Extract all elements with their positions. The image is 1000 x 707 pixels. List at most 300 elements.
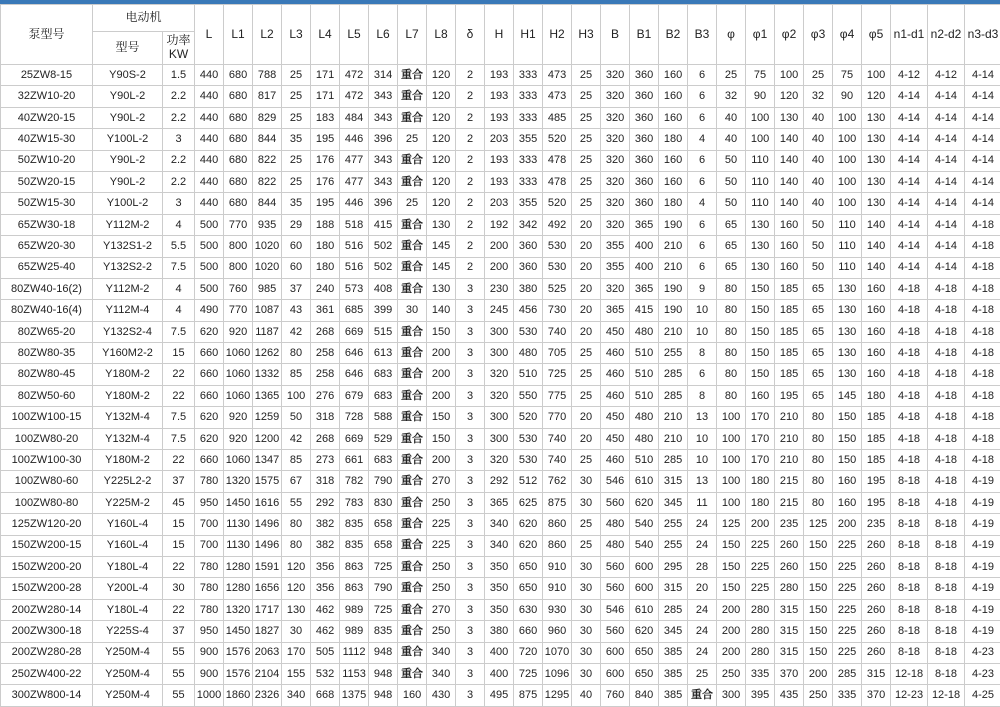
dim-cell-B: 460 [601,343,630,364]
dim-cell-H2: 1070 [543,642,572,663]
dim-cell-φ: 200 [717,642,746,663]
dim-cell-L4: 176 [311,171,340,192]
dim-cell-L4: 240 [311,278,340,299]
dim-cell-L: 620 [195,428,224,449]
dim-cell-B: 460 [601,364,630,385]
dim-cell-φ: 32 [717,86,746,107]
dim-cell-n3-d3: 4-19 [965,556,1000,577]
dim-cell-L1: 1060 [224,343,253,364]
table-row [1,535,1000,556]
dim-cell-H3: 25 [572,129,601,150]
dim-cell-φ2: 210 [775,407,804,428]
dim-cell-H3: 20 [572,278,601,299]
dim-cell-φ5: 130 [862,150,891,171]
dim-cell-H1: 333 [514,86,543,107]
dim-cell-L2: 2063 [253,642,282,663]
table-header [1,5,1000,65]
dim-cell-n2-d2: 4-14 [928,129,965,150]
dim-cell-L7: 重合 [398,642,427,663]
dim-cell-φ2: 100 [775,65,804,86]
dim-cell-φ1: 280 [746,642,775,663]
dim-cell-φ5: 140 [862,236,891,257]
dim-cell-L5: 446 [340,129,369,150]
dim-cell-L5: 472 [340,65,369,86]
power-cell: 7.5 [163,257,195,278]
dim-cell-L1: 1060 [224,450,253,471]
dim-cell-L: 660 [195,343,224,364]
header-dim-δ: δ [456,5,485,65]
table-row [1,150,1000,171]
dim-cell-φ1: 225 [746,535,775,556]
header-power-label: 功率 [166,33,191,48]
dim-cell-n3-d3: 4-14 [965,193,1000,214]
dim-cell-L8: 340 [427,663,456,684]
table-row [1,492,1000,513]
dim-cell-H2: 910 [543,556,572,577]
dim-cell-B3: 8 [688,343,717,364]
dim-cell-L4: 382 [311,514,340,535]
dim-cell-B3: 4 [688,129,717,150]
dim-cell-n2-d2: 4-14 [928,86,965,107]
dim-cell-n1-d1: 4-14 [891,214,928,235]
dim-cell-B2: 345 [659,621,688,642]
dim-cell-δ: 2 [456,86,485,107]
dim-cell-B2: 295 [659,556,688,577]
dim-cell-L2: 822 [253,150,282,171]
dim-cell-L5: 1112 [340,642,369,663]
table-row [1,663,1000,684]
dim-cell-n3-d3: 4-18 [965,385,1000,406]
power-cell: 22 [163,450,195,471]
dim-cell-H2: 492 [543,214,572,235]
header-dim-B2: B2 [659,5,688,65]
header-dim-B1: B1 [630,5,659,65]
motor-model-cell: Y90L-2 [93,150,163,171]
header-dim-n3-d3: n3-d3 [965,5,1000,65]
dim-cell-H2: 478 [543,150,572,171]
table-row [1,364,1000,385]
dim-cell-H3: 30 [572,556,601,577]
dim-cell-H1: 333 [514,150,543,171]
dim-cell-B2: 160 [659,65,688,86]
dim-cell-L4: 532 [311,663,340,684]
dim-cell-B1: 360 [630,86,659,107]
dim-cell-L2: 1347 [253,450,282,471]
dim-cell-B3: 6 [688,107,717,128]
dim-cell-L4: 258 [311,364,340,385]
dim-cell-H: 400 [485,642,514,663]
dim-cell-L6: 658 [369,535,398,556]
dim-cell-φ2: 120 [775,86,804,107]
dim-cell-H2: 860 [543,514,572,535]
dim-cell-L6: 502 [369,257,398,278]
dim-cell-L: 1000 [195,685,224,706]
dim-cell-L7: 重合 [398,214,427,235]
dim-cell-L5: 516 [340,257,369,278]
motor-model-cell: Y132S2-2 [93,257,163,278]
dim-cell-δ: 3 [456,514,485,535]
dim-cell-n3-d3: 4-19 [965,471,1000,492]
dim-cell-φ3: 80 [804,428,833,449]
dim-cell-H2: 1295 [543,685,572,706]
dim-cell-φ4: 225 [833,535,862,556]
dim-cell-φ: 40 [717,107,746,128]
dim-cell-H3: 30 [572,471,601,492]
dim-cell-H3: 25 [572,343,601,364]
dim-cell-φ: 200 [717,599,746,620]
pump-model-cell: 65ZW20-30 [1,236,93,257]
dim-cell-B3: 10 [688,321,717,342]
dim-cell-H3: 20 [572,428,601,449]
dim-cell-H3: 25 [572,385,601,406]
dim-cell-B3: 6 [688,65,717,86]
dim-cell-φ2: 435 [775,685,804,706]
dim-cell-L8: 130 [427,214,456,235]
dim-cell-φ3: 40 [804,171,833,192]
dim-cell-H2: 473 [543,65,572,86]
pump-model-cell: 80ZW80-35 [1,343,93,364]
dim-cell-φ4: 225 [833,578,862,599]
pump-model-cell: 250ZW400-22 [1,663,93,684]
dim-cell-L1: 1130 [224,535,253,556]
dim-cell-φ4: 100 [833,193,862,214]
dim-cell-n1-d1: 4-14 [891,150,928,171]
dim-cell-φ3: 150 [804,556,833,577]
dim-cell-φ5: 260 [862,535,891,556]
dim-cell-L3: 340 [282,685,311,706]
motor-model-cell: Y100L-2 [93,193,163,214]
dim-cell-φ5: 120 [862,86,891,107]
power-cell: 30 [163,578,195,599]
dim-cell-φ: 40 [717,129,746,150]
dim-cell-H1: 355 [514,129,543,150]
dim-cell-L4: 258 [311,343,340,364]
pump-model-cell: 50ZW10-20 [1,150,93,171]
header-dim-φ3: φ3 [804,5,833,65]
dim-cell-L4: 276 [311,385,340,406]
table-row [1,428,1000,449]
motor-model-cell: Y100L-2 [93,129,163,150]
dim-cell-B3: 6 [688,86,717,107]
pump-model-cell: 150ZW200-28 [1,578,93,599]
dim-cell-φ: 50 [717,171,746,192]
dim-cell-H1: 530 [514,450,543,471]
power-cell: 2.2 [163,107,195,128]
dim-cell-φ2: 215 [775,471,804,492]
dim-cell-L4: 356 [311,556,340,577]
dim-cell-L7: 重合 [398,65,427,86]
dim-cell-δ: 3 [456,556,485,577]
dim-cell-n3-d3: 4-18 [965,407,1000,428]
dim-cell-H1: 333 [514,65,543,86]
dim-cell-n3-d3: 4-19 [965,514,1000,535]
dim-cell-L: 440 [195,65,224,86]
power-cell: 3 [163,129,195,150]
dim-cell-φ: 100 [717,428,746,449]
dim-cell-φ4: 225 [833,642,862,663]
dim-cell-φ4: 200 [833,514,862,535]
dim-cell-B: 560 [601,556,630,577]
dim-cell-L3: 155 [282,663,311,684]
table-row [1,236,1000,257]
dim-cell-H2: 1096 [543,663,572,684]
dim-cell-B3: 10 [688,428,717,449]
header-dim-L3: L3 [282,5,311,65]
dim-cell-φ4: 285 [833,663,862,684]
pump-model-cell: 80ZW40-16(2) [1,278,93,299]
table-row [1,321,1000,342]
dim-cell-L7: 重合 [398,278,427,299]
dim-cell-L5: 782 [340,471,369,492]
dim-cell-B3: 11 [688,492,717,513]
dim-cell-H3: 25 [572,86,601,107]
dim-cell-B: 355 [601,257,630,278]
dim-cell-L4: 268 [311,321,340,342]
dim-cell-L8: 270 [427,599,456,620]
dim-cell-B: 600 [601,642,630,663]
dim-cell-L7: 重合 [398,364,427,385]
dim-cell-L3: 43 [282,300,311,321]
dim-cell-L7: 重合 [398,599,427,620]
dim-cell-L1: 770 [224,300,253,321]
header-dim-n1-d1: n1-d1 [891,5,928,65]
header-dim-n2-d2: n2-d2 [928,5,965,65]
dim-cell-B3: 4 [688,193,717,214]
power-cell: 2.2 [163,86,195,107]
dim-cell-L2: 1575 [253,471,282,492]
dim-cell-B: 355 [601,236,630,257]
dim-cell-φ3: 40 [804,193,833,214]
dim-cell-H3: 25 [572,150,601,171]
dim-cell-n3-d3: 4-18 [965,214,1000,235]
dim-cell-n2-d2: 4-18 [928,343,965,364]
dim-cell-L7: 重合 [398,407,427,428]
dim-cell-L4: 273 [311,450,340,471]
dim-cell-φ2: 260 [775,556,804,577]
pump-model-cell: 50ZW20-15 [1,171,93,192]
dim-cell-L4: 183 [311,107,340,128]
dim-cell-δ: 3 [456,364,485,385]
dim-cell-L: 490 [195,300,224,321]
dim-cell-φ3: 65 [804,321,833,342]
dim-cell-L: 440 [195,86,224,107]
dim-cell-φ4: 145 [833,385,862,406]
dim-cell-L5: 989 [340,621,369,642]
dim-cell-H1: 510 [514,364,543,385]
dim-cell-H2: 740 [543,428,572,449]
dim-cell-B: 320 [601,278,630,299]
pump-model-cell: 80ZW40-16(4) [1,300,93,321]
dim-cell-B1: 620 [630,621,659,642]
dim-cell-n3-d3: 4-19 [965,535,1000,556]
dim-cell-L: 900 [195,642,224,663]
dim-cell-L: 620 [195,407,224,428]
dim-cell-H3: 25 [572,193,601,214]
dim-cell-φ5: 160 [862,364,891,385]
dim-cell-B1: 540 [630,535,659,556]
dim-cell-L4: 195 [311,129,340,150]
dim-cell-B1: 510 [630,450,659,471]
dim-cell-L3: 25 [282,150,311,171]
table-row [1,171,1000,192]
dim-cell-B: 450 [601,407,630,428]
header-dim-L5: L5 [340,5,369,65]
dim-cell-L5: 863 [340,578,369,599]
table-row [1,407,1000,428]
dim-cell-H1: 355 [514,193,543,214]
header-pump-model: 泵型号 [1,5,93,65]
power-cell: 3 [163,193,195,214]
dim-cell-H2: 473 [543,86,572,107]
pump-model-cell: 32ZW10-20 [1,86,93,107]
table-body [1,65,1000,707]
dim-cell-B1: 600 [630,578,659,599]
power-cell: 7.5 [163,321,195,342]
dim-cell-φ4: 130 [833,343,862,364]
dim-cell-δ: 3 [456,343,485,364]
dim-cell-L3: 25 [282,86,311,107]
dim-cell-φ1: 170 [746,428,775,449]
dim-cell-φ5: 260 [862,599,891,620]
dim-cell-H: 320 [485,364,514,385]
dim-cell-n1-d1: 4-18 [891,407,928,428]
dim-cell-φ4: 225 [833,621,862,642]
dim-cell-L3: 100 [282,385,311,406]
dim-cell-L8: 270 [427,471,456,492]
dim-cell-L6: 835 [369,621,398,642]
dim-cell-φ3: 40 [804,129,833,150]
dim-cell-H: 193 [485,107,514,128]
header-dim-L6: L6 [369,5,398,65]
dim-cell-B2: 190 [659,214,688,235]
dim-cell-L5: 661 [340,450,369,471]
dim-cell-L6: 396 [369,129,398,150]
dim-cell-L5: 518 [340,214,369,235]
dim-cell-L1: 680 [224,107,253,128]
dim-cell-n1-d1: 4-18 [891,428,928,449]
dim-cell-φ2: 260 [775,535,804,556]
dim-cell-H2: 530 [543,236,572,257]
dim-cell-φ4: 100 [833,171,862,192]
dim-cell-L: 700 [195,514,224,535]
dim-cell-φ2: 210 [775,428,804,449]
dim-cell-L6: 343 [369,107,398,128]
dim-cell-L5: 573 [340,278,369,299]
table-row [1,107,1000,128]
dim-cell-H3: 25 [572,514,601,535]
dim-cell-δ: 2 [456,193,485,214]
dim-cell-H1: 333 [514,107,543,128]
dim-cell-B: 450 [601,321,630,342]
dim-cell-φ: 50 [717,150,746,171]
dim-cell-H3: 25 [572,171,601,192]
dim-cell-L8: 225 [427,514,456,535]
dim-cell-L5: 1153 [340,663,369,684]
dim-cell-H: 320 [485,450,514,471]
power-cell: 22 [163,364,195,385]
dim-cell-H1: 620 [514,514,543,535]
dim-cell-H2: 875 [543,492,572,513]
dim-cell-B2: 285 [659,364,688,385]
dim-cell-L1: 680 [224,150,253,171]
dim-cell-φ3: 80 [804,450,833,471]
dim-cell-L3: 60 [282,257,311,278]
dim-cell-H3: 25 [572,107,601,128]
table-row [1,556,1000,577]
dim-cell-n2-d2: 4-18 [928,385,965,406]
dim-cell-φ3: 50 [804,257,833,278]
dim-cell-φ4: 225 [833,556,862,577]
dim-cell-L1: 1060 [224,385,253,406]
dim-cell-φ1: 110 [746,193,775,214]
header-dim-H: H [485,5,514,65]
dim-cell-n1-d1: 4-14 [891,236,928,257]
dim-cell-L1: 920 [224,407,253,428]
dim-cell-L: 900 [195,663,224,684]
dim-cell-L3: 29 [282,214,311,235]
dim-cell-L2: 1020 [253,257,282,278]
dim-cell-n2-d2: 4-18 [928,300,965,321]
dim-cell-H3: 30 [572,599,601,620]
dim-cell-B1: 650 [630,642,659,663]
header-dim-L2: L2 [253,5,282,65]
dim-cell-φ2: 315 [775,621,804,642]
dim-cell-L5: 835 [340,514,369,535]
dim-cell-H1: 630 [514,599,543,620]
dim-cell-φ: 150 [717,556,746,577]
motor-model-cell: Y250M-4 [93,663,163,684]
dim-cell-φ: 150 [717,578,746,599]
dim-cell-L1: 680 [224,86,253,107]
power-cell: 15 [163,535,195,556]
motor-model-cell: Y132S1-2 [93,236,163,257]
dim-cell-B3: 6 [688,257,717,278]
dim-cell-H1: 625 [514,492,543,513]
dim-cell-φ3: 80 [804,471,833,492]
dim-cell-H: 350 [485,556,514,577]
dim-cell-φ: 100 [717,492,746,513]
dim-cell-H3: 30 [572,621,601,642]
dim-cell-L7: 25 [398,129,427,150]
dim-cell-L6: 515 [369,321,398,342]
motor-model-cell: Y90L-2 [93,86,163,107]
motor-model-cell: Y132M-4 [93,428,163,449]
dim-cell-φ5: 160 [862,278,891,299]
power-cell: 4 [163,300,195,321]
dim-cell-n1-d1: 4-14 [891,257,928,278]
dim-cell-L6: 408 [369,278,398,299]
dim-cell-φ2: 280 [775,578,804,599]
dim-cell-L1: 1280 [224,556,253,577]
motor-model-cell: Y180M-2 [93,364,163,385]
header-dim-φ4: φ4 [833,5,862,65]
dim-cell-L4: 505 [311,642,340,663]
header-dim-φ5: φ5 [862,5,891,65]
dim-cell-L3: 120 [282,578,311,599]
dim-cell-φ3: 250 [804,685,833,706]
dim-cell-φ1: 150 [746,321,775,342]
dim-cell-H: 200 [485,236,514,257]
dim-cell-L8: 140 [427,300,456,321]
dim-cell-L2: 2104 [253,663,282,684]
dim-cell-n3-d3: 4-18 [965,343,1000,364]
dim-cell-n2-d2: 12-18 [928,685,965,706]
dim-cell-L7: 重合 [398,535,427,556]
dim-cell-B3: 24 [688,535,717,556]
dim-cell-φ1: 130 [746,214,775,235]
pump-model-cell: 150ZW200-20 [1,556,93,577]
dim-cell-L2: 1496 [253,514,282,535]
